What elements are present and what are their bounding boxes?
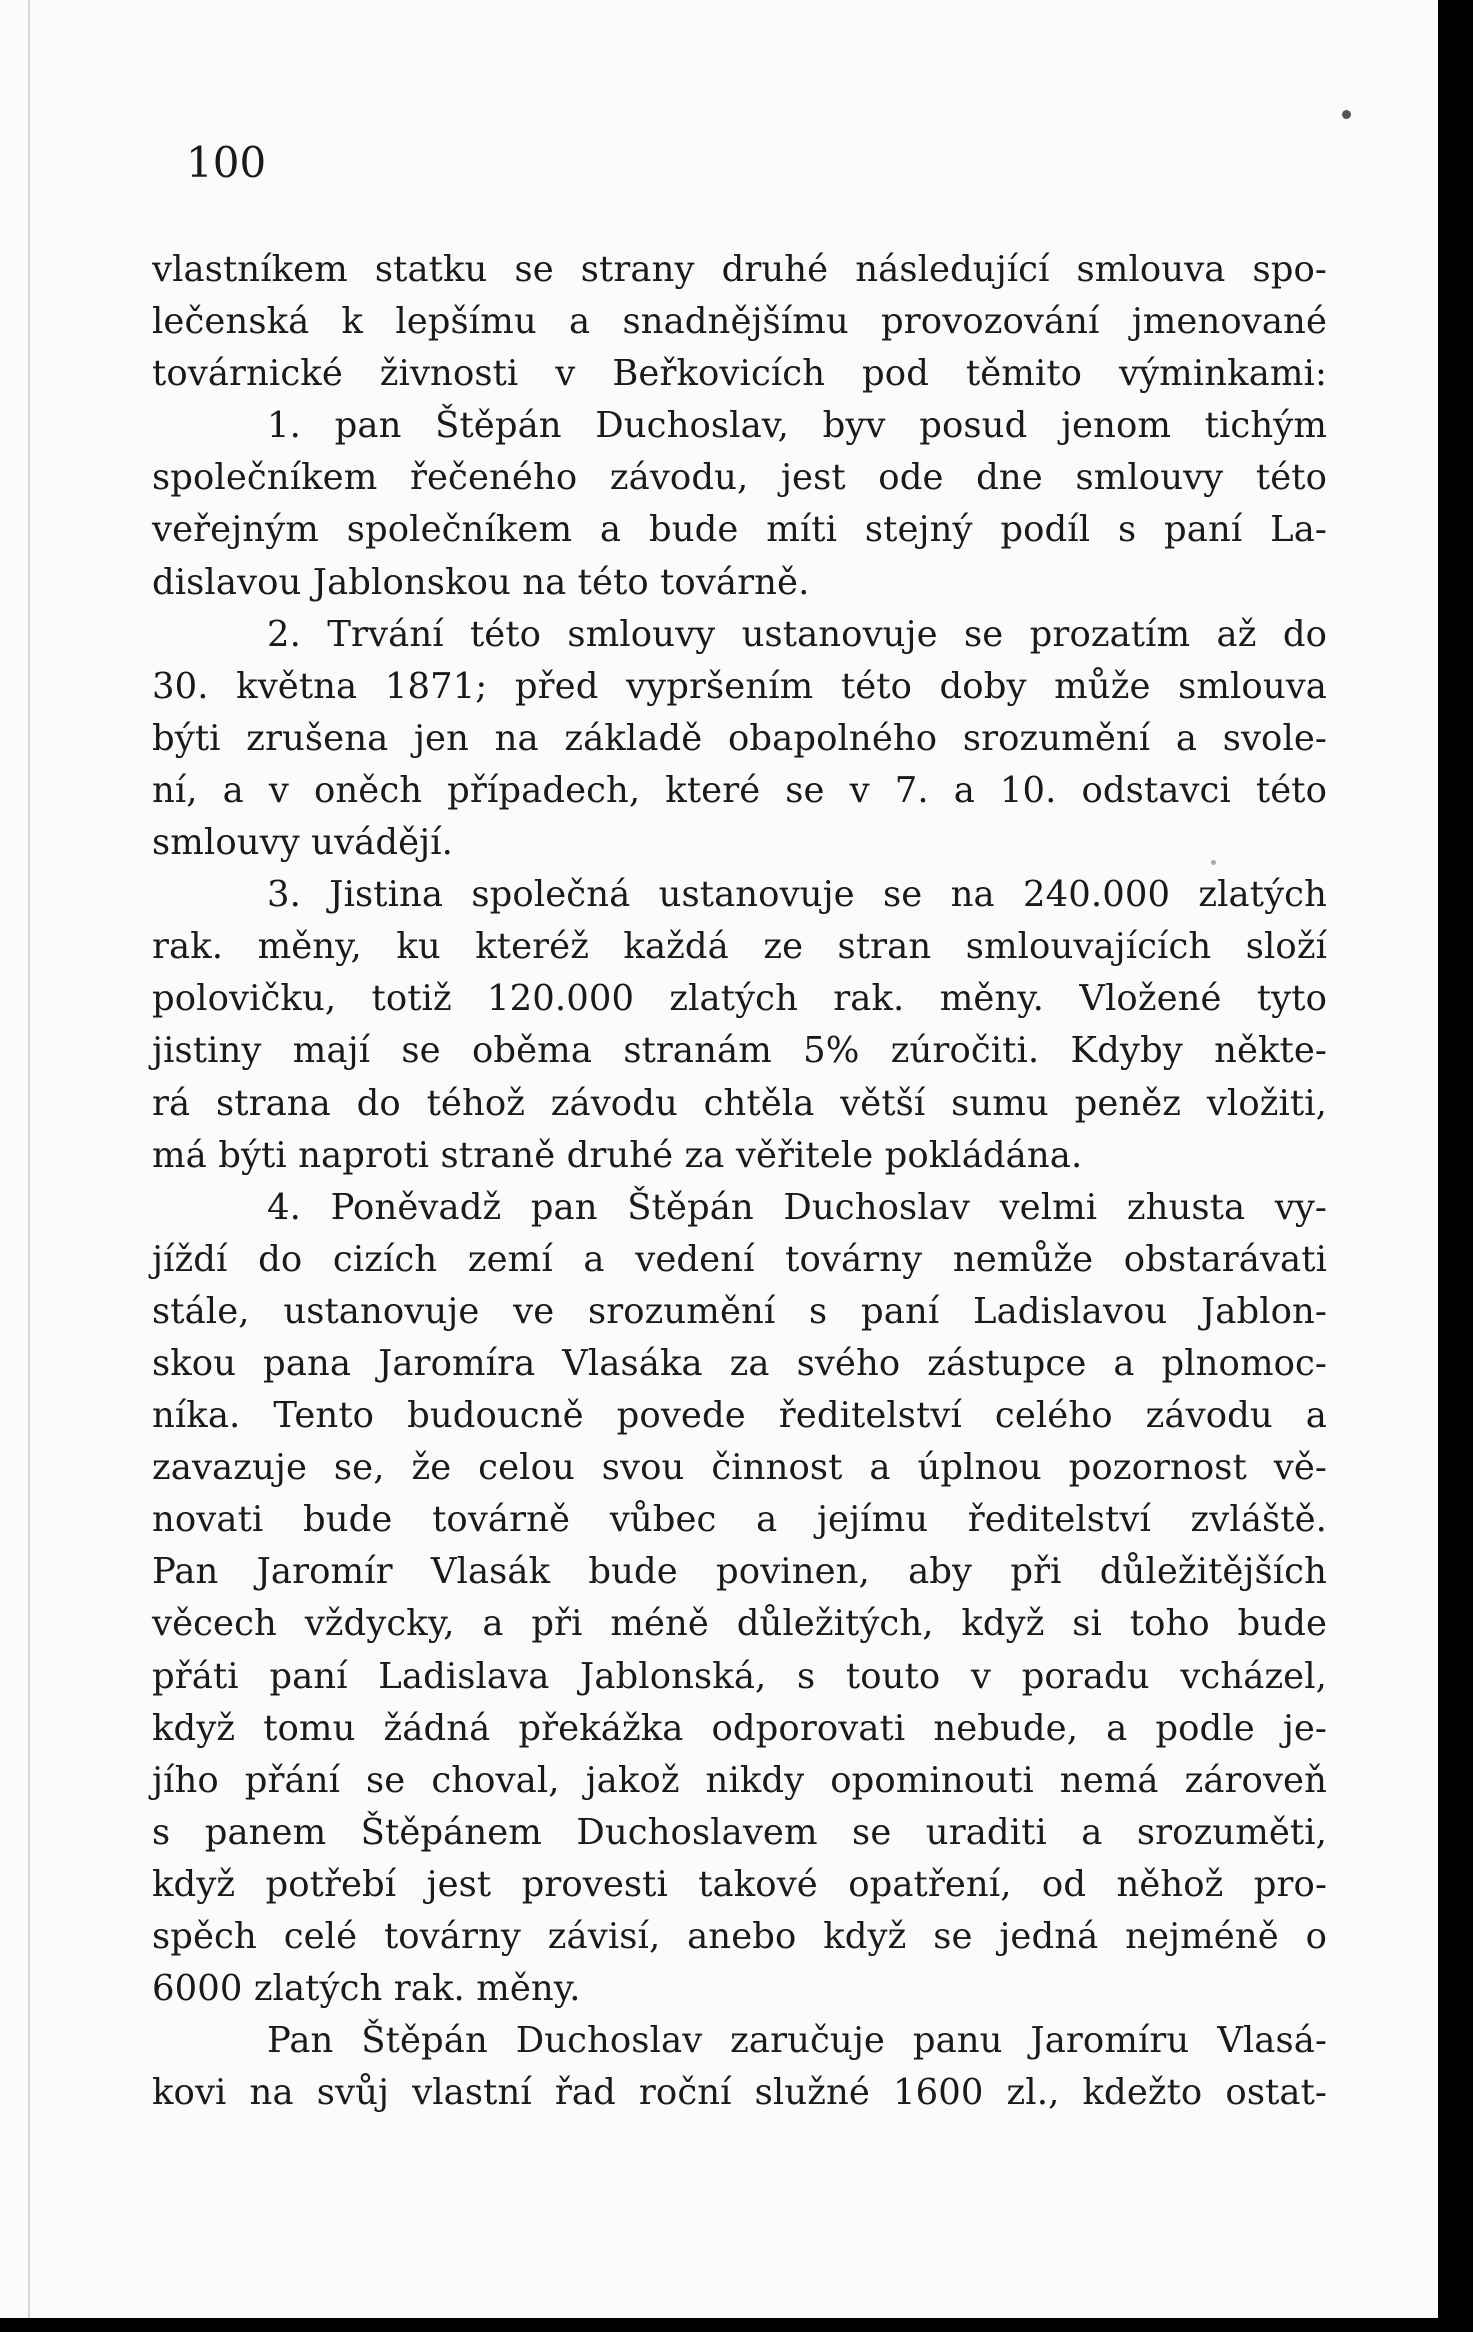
text-line: rak. měny, ku kteréž každá ze stran smlouvajících složí bbox=[152, 926, 1327, 968]
text-line: novati bude továrně vůbec a jejímu ředitelství zvláště. bbox=[152, 1499, 1327, 1541]
text-line: společníkem řečeného závodu, jest ode dne smlouvy této bbox=[152, 457, 1327, 499]
text-line: věcech vždycky, a při méně důležitých, když si toho bude bbox=[152, 1603, 1327, 1645]
text-line: lečenská k lepšímu a snadnějšímu provozování jmenované bbox=[152, 301, 1327, 343]
text-line: rá strana do téhož závodu chtěla větší sumu peněz vložiti, bbox=[152, 1082, 1327, 1124]
text-line: 6000 zlatých rak. měny. bbox=[152, 1968, 581, 2010]
page-edge-line bbox=[28, 0, 30, 2318]
text-line: když tomu žádná překážka odporovati nebude, a podle je- bbox=[152, 1707, 1327, 1749]
text-line: polovičku, totiž 120.000 zlatých rak. měny. Vložené tyto bbox=[152, 978, 1327, 1020]
body-text bbox=[152, 244, 1327, 2119]
text-line: ní, a v oněch případech, které se v 7. a 10. odstavci této bbox=[152, 769, 1327, 811]
text-line: jíždí do cizích zemí a vedení továrny nemůže obstarávati bbox=[152, 1238, 1327, 1280]
text-line: níka. Tento budoucně povede ředitelství celého závodu a bbox=[152, 1395, 1327, 1437]
text-line: s panem Štěpánem Duchoslavem se uraditi a srozuměti, bbox=[152, 1811, 1327, 1853]
text-line: dislavou Jablonskou na této továrně. bbox=[152, 561, 810, 603]
text-line: spěch celé továrny závisí, anebo když se jedná nejméně o bbox=[152, 1916, 1327, 1957]
ink-speck bbox=[1342, 110, 1351, 119]
text-line: býti zrušena jen na základě obapolného srozumění a svole- bbox=[152, 717, 1327, 759]
text-line: Pan Jaromír Vlasák bude povinen, aby při důležitějších bbox=[152, 1551, 1327, 1593]
text-line: kovi na svůj vlastní řad roční služné 1600 zl., kdežto ostat- bbox=[152, 2072, 1327, 2114]
text-line: když potřebí jest provesti takové opatření, od něhož pro- bbox=[152, 1863, 1327, 1905]
text-line: smlouvy uvádějí. bbox=[152, 822, 454, 864]
text-line: má býti naproti straně druhé za věřitele pokládána. bbox=[152, 1134, 1083, 1176]
page-number: 100 bbox=[186, 138, 267, 187]
text-line: 1. pan Štěpán Duchoslav, byv posud jenom tichým bbox=[267, 405, 1327, 447]
text-line: jího přání se choval, jakož nikdy opominouti nemá zároveň bbox=[152, 1759, 1327, 1801]
text-line: továrnické živnosti v Beřkovicích pod těmito výminkami: bbox=[152, 353, 1327, 395]
text-line: přáti paní Ladislava Jablonská, s touto v poradu vcházel, bbox=[152, 1655, 1327, 1697]
text-line: vlastníkem statku se strany druhé následující smlouva spo- bbox=[152, 249, 1327, 290]
text-line: veřejným společníkem a bude míti stejný podíl s paní La- bbox=[152, 509, 1327, 551]
text-line: 3. Jistina společná ustanovuje se na 240.000 zlatých bbox=[267, 874, 1327, 916]
text-line: skou pana Jaromíra Vlasáka za svého zástupce a plnomoc- bbox=[152, 1342, 1327, 1384]
text-line: 4. Poněvadž pan Štěpán Duchoslav velmi zhusta vy- bbox=[267, 1186, 1327, 1228]
text-line: Pan Štěpán Duchoslav zaručuje panu Jaromíru Vlasá- bbox=[267, 2020, 1327, 2062]
text-line: jistiny mají se oběma stranám 5% zúročiti. Kdyby někte- bbox=[152, 1030, 1327, 1072]
text-line: stále, ustanovuje ve srozumění s paní Ladislavou Jablon- bbox=[152, 1290, 1327, 1332]
text-line: 2. Trvání této smlouvy ustanovuje se prozatím až do bbox=[267, 613, 1327, 655]
text-line: 30. května 1871; před vypršením této doby může smlouva bbox=[152, 665, 1327, 707]
text-line: zavazuje se, že celou svou činnost a úplnou pozornost vě- bbox=[152, 1447, 1327, 1489]
